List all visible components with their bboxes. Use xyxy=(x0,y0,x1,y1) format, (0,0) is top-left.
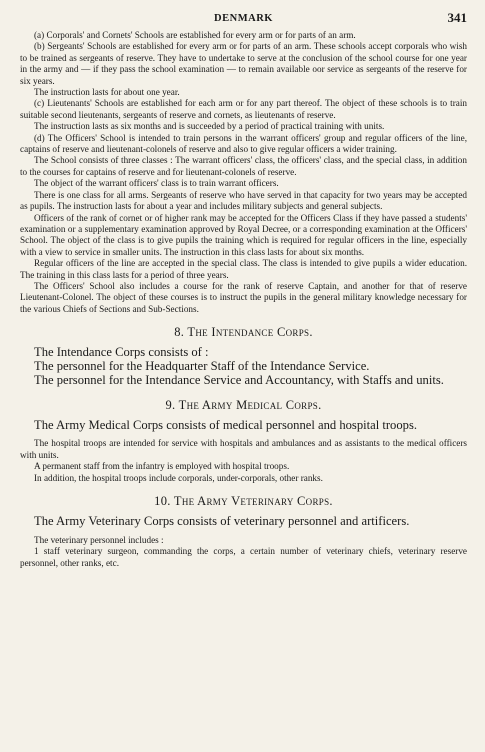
medical-lead xyxy=(20,419,467,433)
veterinary-lead xyxy=(20,515,467,529)
running-head: DENMARK xyxy=(214,13,273,24)
paragraph: (a) Corporals' and Cornets' Schools are established for every arm or for parts of an arm. xyxy=(34,30,356,40)
schools-section xyxy=(20,30,467,315)
section-heading-medical: 9. The Army Medical Corps. xyxy=(165,397,322,412)
paragraph: The instruction lasts as six months and is succeeded by a period of practical training with units. xyxy=(34,121,385,132)
paragraph: (d) The Officers' School is intended to train persons in the warrant officers' group and regular officers of the line, captains of reserve and lieutenant-colonels of reserve and also to give regular officers a wider training. xyxy=(20,132,467,155)
page-header xyxy=(20,10,467,30)
paragraph: The Officers' School also includes a course for the rank of reserve Captain, and another for that of reserve Lieutenant-Colonel. The object of these courses is to instruct the pupils in the general military knowledge necessary for the various Chiefs of Sections and Sub-Sections. xyxy=(20,280,467,314)
intendance-section xyxy=(20,346,467,387)
veterinary-section xyxy=(20,535,467,569)
paragraph: The Army Veterinary Corps consists of veterinary personnel and artificers. xyxy=(34,513,410,528)
paragraph: The veterinary personnel includes : xyxy=(34,534,164,545)
paragraph: The Army Medical Corps consists of medical personnel and hospital troops. xyxy=(34,417,417,432)
medical-section xyxy=(20,438,467,484)
paragraph: The personnel for the Headquarter Staff of the Intendance Service. xyxy=(34,358,370,373)
paragraph: The hospital troops are intended for service with hospitals and ambulances and as assistants to the medical officers with units. xyxy=(20,438,467,460)
paragraph: The object of the warrant officers' class is to train warrant officers. xyxy=(34,178,279,189)
section-heading-intendance: 8. The Intendance Corps. xyxy=(174,325,313,340)
paragraph: The personnel for the Intendance Service and Accountancy, with Staffs and units. xyxy=(34,372,444,387)
paragraph: In addition, the hospital troops include corporals, under-corporals, other ranks. xyxy=(34,472,323,483)
paragraph: The School consists of three classes : The warrant officers' class, the officers' class, and the special class, in addition to the courses for captains of reserve and for lieutenant-colonels of reserve. xyxy=(20,155,467,177)
paragraph: 1 staff veterinary surgeon, commanding the corps, a certain number of veterinary chiefs, veterinary reserve personnel, other ranks, etc. xyxy=(20,546,467,568)
paragraph: Officers of the rank of cornet or of higher rank may be accepted for the Officers Class if they have passed a students' examination or a supplementary examination approved by Royal Decree, or a corresponding examination at the Officers' School. The object of the class is to give pupils the training which is required for regular officers in the line, especially with a view to service in smaller units. The instruction in this class lasts for about six months. xyxy=(20,212,467,257)
paragraph: There is one class for all arms. Sergeants of reserve who have served in that capacity for two years may be accepted as pupils. The instruction lasts for about a year and includes military subjects and general subjects. xyxy=(20,189,467,212)
paragraph: A permanent staff from the infantry is employed with hospital troops. xyxy=(34,461,290,472)
paragraph: (b) Sergeants' Schools are established for every arm or for parts of an arm. These schools accept corporals who wish to be trained as sergeants of reserve. They have to undertake to serve at the conclusion of the school course for one year in the army and — if they pass the school examination — to remain available oor service as sergeants of the reserve for six years. xyxy=(20,41,467,86)
paragraph: (c) Lieutenants' Schools are established for each arm or for any part thereof. The object of these schools is to train suitable second lieutenants, sergeants of reserve and cornets, as lieutenants of reserve. xyxy=(20,98,467,120)
paragraph: The instruction lasts for about one year. xyxy=(34,87,180,98)
section-heading-veterinary: 10. The Army Veterinary Corps. xyxy=(154,493,333,508)
page-number: 341 xyxy=(447,10,467,25)
paragraph: Regular officers of the line are accepted in the special class. The class is intended to give pupils a wider education. The training in this class lasts for a period of three years. xyxy=(20,258,467,280)
paragraph: The Intendance Corps consists of : xyxy=(34,345,209,360)
